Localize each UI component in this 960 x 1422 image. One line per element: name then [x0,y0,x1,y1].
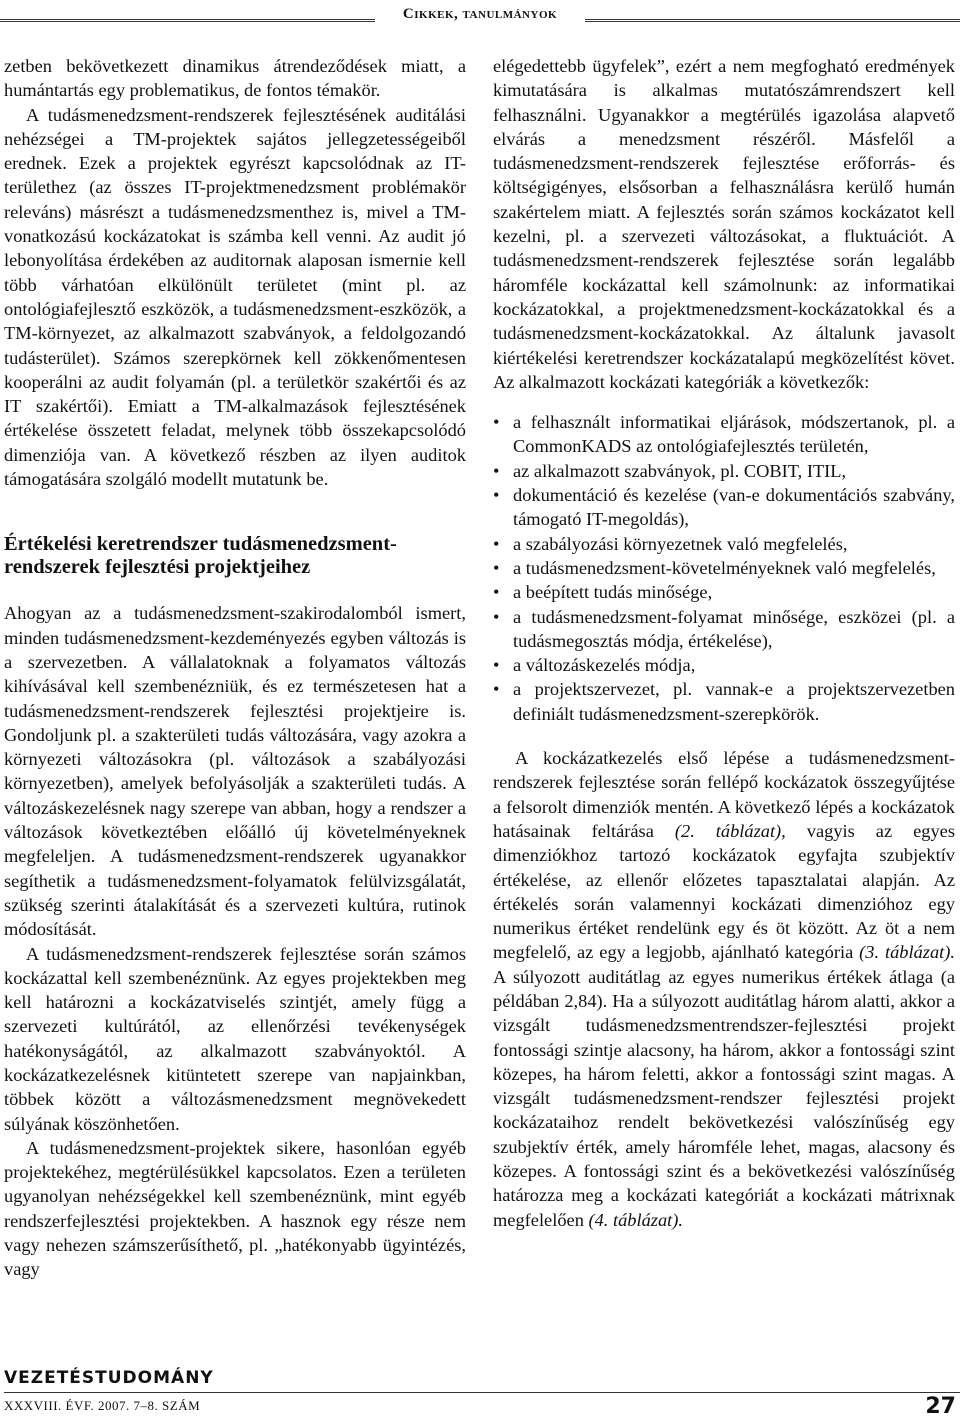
list-item: • dokumentáció és kezelése (van-e dokumentációs szabvány, támogató IT-megoldás), [493,485,955,530]
risk-category-list [493,410,955,726]
footer-rule [4,1392,960,1393]
bullet-icon: • [493,679,500,700]
left-paragraph-3: Ahogyan az a tudásmenedzsment-szakirodalomból ismert, minden tudásmenedzsment-kezdeményezés egyben változás is a szervezetben. A vállalatoknak a folyamatos változás kihívásával kell szembenézniük, és ez természetesen hat a tudásmenedzsment-rendszerek fejlesztési projektjeire is. Gondoljunk pl. a szakterületi tudás változására, vagy azokra a környezeti változásokra (pl. változások a szabályozási környezetben), amelyek befolyásolják a szakterületi tudás. A változáskezelésnek nagy szerepe van abban, hogy a rendszer a változások következtében előálló új követelményeknek megfeleljen. A tudásmenedzsment-rendszerek ugyanakkor segíthetik a tudásmenedzsment-folyamatok felülvizsgálatát, szükség szerinti átalakítását és a szervezeti kultúra, rutinok módosítását. [4,603,466,940]
list-item: • a változáskezelés módja, [493,653,955,677]
bullet-icon: • [493,655,500,676]
bullet-icon: • [493,412,500,433]
left-paragraph-2: A tudásmenedzsment-rendszerek fejlesztésének auditálási nehézségei a TM-projektek sajátos jellegzetességeiből erednek. Ezek a projektek egyrészt kapcsolódnak az IT-területhez (az összes IT-projektmenedzsment problémakör releváns) másrészt a tudásmenedzsmenthez is, mivel a TM-vonatkozású kockázatokat is számba kell venni. Az audit jó lebonyolítása érdekében az auditornak alaposan ismernie kell több várhatóan elkülönült területet (mint pl. az ontológiafejlesztő eszközök, a tudásmenedzsment-eszközök, a TM-környezet, az alkalmazott szabványok, a feldolgozandó tudásterület). Számos szerepkörnek kell zökkenőmentesen kooperálni az audit folyamán (pl. a területkör szakértői és az IT szakértői). Emiatt a TM-alkalmazások fejlesztésének értékelése összetett feladat, melynek több összekapcsolódó dimenziója van. A következő részben az ilyen auditok támogatására szolgáló modellt mutatunk be. [4,104,466,490]
list-item: • a felhasznált informatikai eljárások, módszertanok, pl. a CommonKADS az ontológiafejlesztés területén, [493,412,955,457]
list-item: • a szabályozási környezetnek való megfelelés, [493,532,955,556]
left-paragraph-4: A tudásmenedzsment-rendszerek fejlesztése során számos kockázattal kell szembenéznünk. Az egyes projektekben meg kell határozni a kockázatviselés szintjét, amely függ a szervezeti kultúrától, az ellenőrzési tevékenységek hatékonyságától, az alkalmazott szabványoktól. A kockázatkezelésnek kitüntetett szerepe van napjainkban, többek között a változásmenedzsment megnövekedett súlyának köszönhetően. [4,943,466,1134]
section-title: Értékelési keretrendszer tudásmenedzsment-rendszerek fejlesztési projektjeihez [4,533,397,579]
header-title: Cikkek, tanulmányok [402,6,558,22]
table-reference: (4. táblázat). [588,1209,683,1230]
bullet-icon: • [493,557,500,578]
running-header [0,6,960,30]
bullet-icon: • [493,485,500,506]
page-number: 27 [925,1394,956,1419]
bullet-icon: • [493,582,500,603]
list-item: • a tudásmenedzsment-követelményeknek való megfelelés, [493,556,955,580]
header-rule-left [0,19,375,22]
bullet-icon: • [493,460,500,481]
right-paragraph-1: elégedettebb ügyfelek”, ezért a nem megfogható eredmények kimutatására is alkalmas mutatószámrendszert kell felhasználni. Ugyanakkor a megtérülés igazolása alapvető elvárás a menedzsment részéről. Másfelől a tudásmenedzsment-rendszerek fejlesztése erőforrás- és költségigényes, elsősorban a felhasználásra kerülő humán szakértelem miatt. A fejlesztés során számos kockázatot kell kezelni, pl. a szervezeti változásokat, a fluktuációt. A tudásmenedzsment-rendszerek fejlesztése során legalább háromféle kockázattal kell számolnunk: az informatikai kockázatokkal, a projektmenedzsment-kockázatokkal és a tudásmenedzsment-kockázatokkal. Az általunk javasolt kiértékelési keretrendszer kockázatalapú megközelítést követ. Az alkalmazott kockázati kategóriák a következők: [493,56,955,392]
right-paragraph-2: A kockázatkezelés első lépése a tudásmenedzsment-rendszerek fejlesztése során fellépő kockázatok összegyűjtése a felsorolt dimenziók mentén. A következő lépés a kockázatok hatásainak feltárása (2. táblázat), vagyis az egyes dimenziókhoz tartozó kockázatok egyfajta szubjektív értékelése, az ellenőr előzetes tapasztalatai alapján. Az értékelés során valamennyi kockázati dimenzióhoz egy numerikus értéket rendelünk egy és öt között. Az öt a nem megfelelő, az egy a legjobb, ajánlható kategória (3. táblázat). A súlyozott auditátlag az egyes numerikus értékek átlaga (a példában 2,84). Ha a súlyozott auditátlag három alatti, akkor a vizsgált tudásmenedzsmentrendszer-fejlesztési projekt fontossági szintje alacsony, ha három, akkor a fontossági szint közepes, ha három feletti, akkor a fontossági szint magas. A vizsgált tudásmenedzsment-rendszer fejlesztési projekt kockázataihoz rendelt bekövetkezési valószínűség egy szubjektív érték, amely háromféle lehet, magas, alacsony és közepes. A fontossági szint és a bekövetkezési valószínűség határozza meg a kockázati kategóriát a kockázati mátrixnak megfelelően (4. táblázat). [493,748,955,1230]
list-item: • a beépített tudás minősége, [493,580,955,604]
header-rule-right [585,19,960,22]
table-reference: (3. táblázat). [859,942,955,963]
list-item: • az alkalmazott szabványok, pl. COBIT, ITIL, [493,459,955,483]
left-column [4,54,466,1282]
list-item: • a projektszervezet, pl. vannak-e a projektszervezetben definiált tudásmenedzsment-szerepkörök. [493,679,955,724]
bullet-icon: • [493,533,500,554]
list-item: • a tudásmenedzsment-folyamat minősége, eszközei (pl. a tudásmegosztás módja, értékelése), [493,606,955,651]
table-reference: (2. táblázat), [674,820,786,841]
left-paragraph-5: A tudásmenedzsment-projektek sikere, hasonlóan egyéb projektekéhez, megtérülésükkel kapcsolatos. Ezen a területen ugyanolyan nehézségekkel kell szembenéznünk, mint egyéb rendszerfejlesztési projektekben. A hasznok egy része nem vagy nehezen számszerűsíthető, pl. „hatékonyabb ügyintézés, vagy [4,1137,466,1280]
left-paragraph-1: zetben bekövetkezett dinamikus átrendeződések miatt, a humántartás egy problematikus, de fontos témakör. [4,56,466,101]
journal-name: VEZETÉSTUDOMÁNY [4,1368,214,1388]
bullet-icon: • [493,606,500,627]
volume-info: XXXVIII. ÉVF. 2007. 7–8. SZÁM [4,1398,201,1413]
right-column [493,54,955,1232]
